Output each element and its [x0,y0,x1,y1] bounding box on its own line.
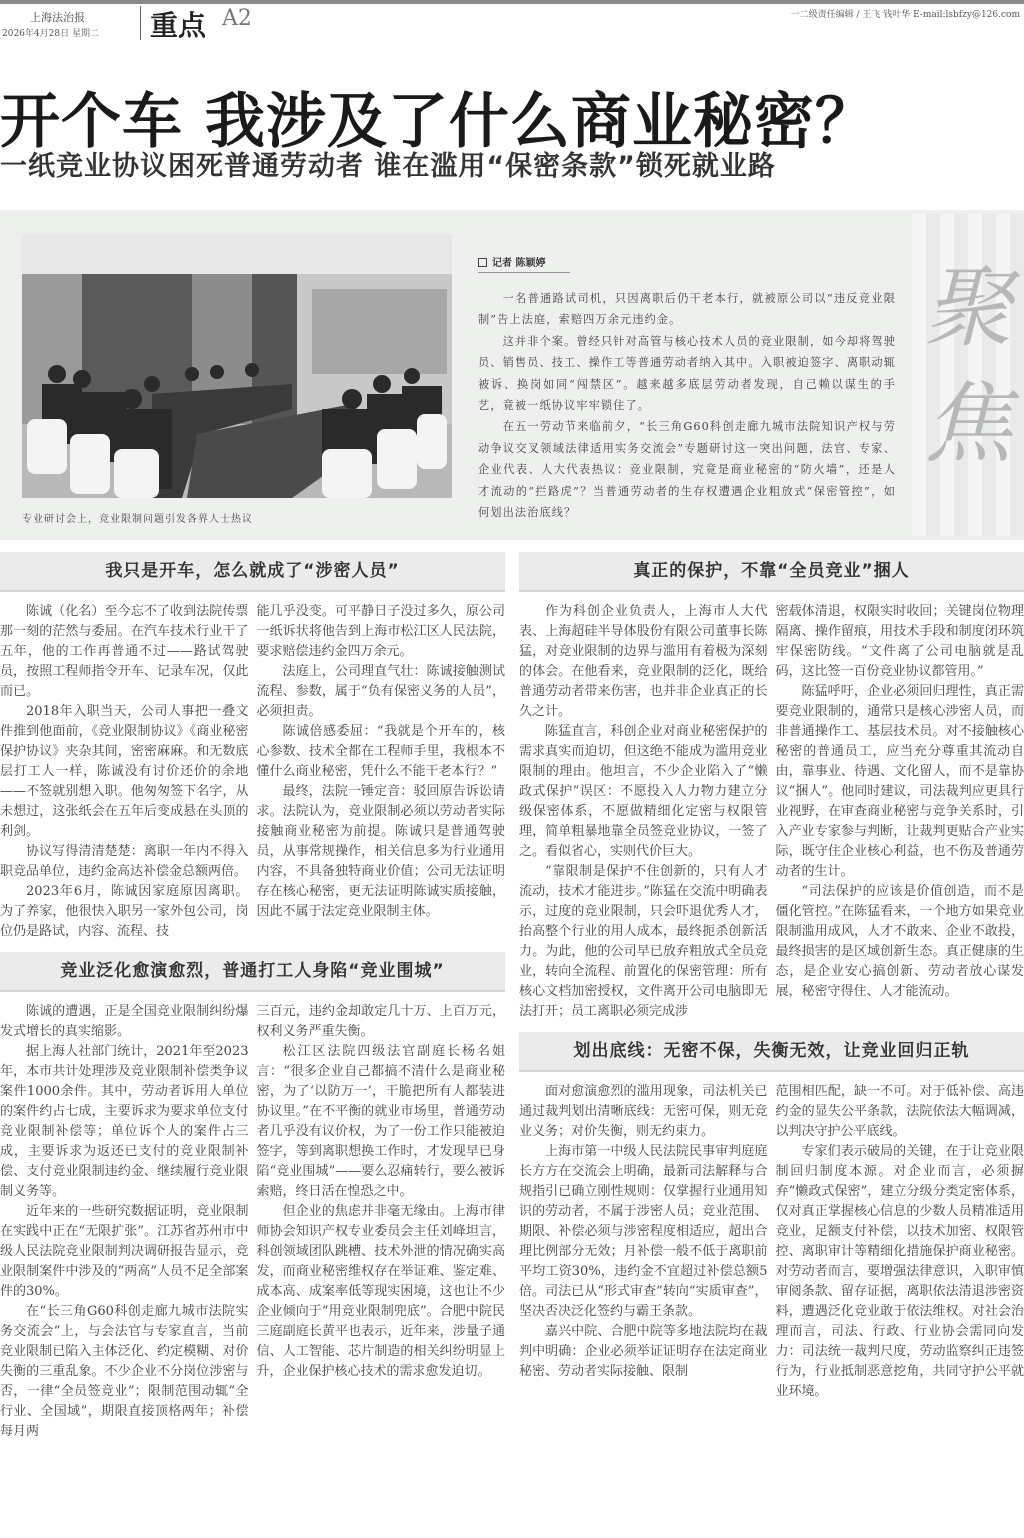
paragraph: 作为科创企业负责人，上海市人大代表、上海超硅半导体股份有限公司董事长陈猛，对竞业限制的边界与滥用有着极为深刻的体会。在他看来，竞业限制的泛化，既给普通劳动者带来伤害，也并非企业真正的长久之计。 [519,604,768,719]
paragraph: 密载体清退，权限实时收回；关键岗位物理隔离、操作留痕，用技术手段和制度闭环筑牢保密防线。“文件离了公司电脑就是乱码，这比签一百份竞业协议都管用。” [775,604,1024,679]
lead-text [478,288,896,523]
paragraph: 面对愈演愈烈的滥用现象，司法机关已通过裁判划出清晰底线：无密可保，则无竞业义务；对价失衡，则无约束力。 [519,1084,768,1139]
article-column [257,1002,506,1442]
paragraph: 专家们表示破局的关键，在于让竞业限制回归制度本源。对企业而言，必须摒弃“懒政式保密”，建立分级分类定密体系，仅对真正掌握核心信息的少数人员精准适用竞业，足额支付补偿，以技术加密、权限管控、离职审计等精细化措施保护商业秘密。对劳动者而言，要增强法律意识，入职审慎审阅条款、留存证据，离职依法清退涉密资料，遭遇泛化竞业敢于依法维权。对社会治理而言，司法、行政、行业协会需同向发力：司法统一裁判尺度，劳动监察纠正违签行为，行业抵制恶意挖角，共同守护公平就业环境。 [775,1144,1024,1399]
issue-date: 2026年4月28日 星期二 [2,29,99,39]
article-column [257,602,506,942]
articles-area [0,552,1024,1452]
article-column [776,602,1024,1022]
paragraph: 三百元，违约金却敢定几十万、上百万元，权利义务严重失衡。 [256,1004,505,1039]
article-column [519,1082,768,1402]
focus-calligraphy: 聚焦 [923,256,1012,475]
paragraph: 能几乎没变。可平静日子没过多久，原公司一纸诉状将他告到上海市松江区人民法院，要求赔偿违约金四万余元。 [256,604,505,659]
paragraph: 协议写得清清楚楚：离职一年内不得入职竞品单位，违约金高达补偿金总额两倍。 [0,844,249,879]
paragraph: 陈猛呼吁，企业必须回归理性，真正需要竞业限制的，通常只是核心涉密人员，而非普通操作工、基层技术员。对不接触核心秘密的普通员工，应当充分尊重其流动自由，靠事业、待遇、文化留人，而不是靠协议“捆人”。他同时建议，司法裁判应更具行业视野，在审查商业秘密与竞争关系时，引入产业专家参与判断，让裁判更贴合产业实际，既守住企业核心利益，也不伤及普通劳动者的生计。 [775,684,1024,879]
paragraph: 陈诚（化名）至今忘不了收到法院传票那一刻的茫然与委屈。在汽车技术行业干了五年，他的工作再普通不过——路试驾驶员，按照工程师指令开车、记录车况，仅此而已。 [0,604,249,699]
section-body [519,1082,1024,1402]
article-column [519,602,768,1022]
headline-subtitle: 一纸竞业协议困死普通劳动者 谁在滥用“保密条款”锁死就业路 [0,151,776,182]
page-number: A2 [222,6,252,31]
article-column [0,602,249,942]
byline-text: 记者 陈颖婷 [492,258,546,269]
section-body [0,1002,505,1442]
paragraph: 2018年入职当天，公司人事把一叠文件推到他面前，《竞业限制协议》《商业秘密保护协议》夹杂其间，密密麻麻。和无数底层打工人一样，陈诚没有讨价还价的余地——不签就别想入职。他匆匆签下名字，从未想过，这张纸会在五年后变成悬在头顶的利剑。 [0,704,249,839]
section-heading: 真正的保护，不靠“全员竞业”捆人 [519,552,1024,592]
paragraph: “靠限制是保护不住创新的，只有人才流动，技术才能进步。”陈猛在交流中明确表示，过度的竞业限制，只会吓退优秀人才，抬高整个行业的用人成本，最终扼杀创新活力。为此，他的公司早已放弃粗放式全员竞业，转向全流程、前置化的保密管理：所有核心文档加密授权，文件离开公司电脑即无法打开；员工离职必须完成涉 [519,864,768,1019]
lead-paragraph: 在五一劳动节来临前夕，“长三角G60科创走廊九城市法院知识产权与劳动争议交叉领域法律适用实务交流会”专题研讨这一突出问题，法官、专家、企业代表、人大代表热议：竞业限制，究竟是商业秘密的“防火墙”，还是人才流动的“拦路虎”？当普通劳动者的生存权遭遇企业粗放式“保密管控”，如何划出法治底线？ [478,420,896,520]
section-body [0,602,505,942]
header-divider [140,6,141,40]
newspaper-name: 上海法治报 [30,11,85,24]
paragraph: 松江区法院四级法官副庭长杨名姐言：“很多企业自己都搞不清什么是商业秘密，为了‘以防万一’，干脆把所有人都装进协议里。”在不平衡的就业市场里，普通劳动者几乎没有议价权，为了一份工作只能被迫签字，等到离职想换工作时，才发现早已身陷“竞业围城”——要么忍痛转行，要么被诉索赔，终日活在惶恐之中。 [256,1044,505,1199]
byline-box-icon [478,258,487,267]
left-half [0,552,505,1452]
right-half [519,552,1024,1452]
paragraph: 范围相匹配，缺一不可。对于低补偿、高违约金的显失公平条款，法院依法大幅调减，以判决守护公平底线。 [775,1084,1024,1139]
photo-caption: 专业研讨会上，竞业限制问题引发各界人士热议 [22,514,253,525]
conference-photo [22,234,452,498]
paragraph: 在“长三角G60科创走廊九城市法院实务交流会”上，与会法官与专家直言，当前竞业限制已陷入主体泛化、约定模糊、对价失衡的三重乱象。不少企业不分岗位涉密与否，一律“全员签竞业”；限制范围动辄“全行业、全国域”，期限直接顶格两年；补偿每月两 [0,1304,249,1439]
paragraph: 据上海人社部门统计，2021年至2023年，本市共计处理涉及竞业限制补偿类争议案件1000余件。其中，劳动者诉用人单位的案件约占七成，主要诉求为要求单位支付竞业限制补偿等；单位诉个人的案件占三成，主要诉求为返还已支付的竞业限制补偿、支付竞业限制违约金、继续履行竞业限制义务等。 [0,1044,249,1199]
paragraph: “司法保护的应该是价值创造，而不是僵化管控。”在陈猛看来，一个地方如果竞业限制滥用成风，人才不敢来、企业不敢投，最终损害的是区域创新生态。真正健康的生态，是企业安心搞创新、劳动者放心谋发展，秘密守得住、人才能流动。 [775,884,1024,999]
section-body [519,602,1024,1022]
article-column [776,1082,1024,1402]
lead-paragraph: 一名普通路试司机，只因离职后仍干老本行，就被原公司以“违反竞业限制”告上法庭，索赔四万余元违约金。 [478,292,896,327]
article-section [0,952,505,1442]
byline [478,254,570,273]
lead-paragraph: 这并非个案。曾经只针对高管与核心技术人员的竞业限制，如今却将驾驶员、销售员、技工、操作工等普通劳动者纳入其中。入职被迫签字、离职动辄被诉、换岗如同“闯禁区”。越来越多底层劳动者发现，自己赖以谋生的手艺，竟被一纸协议牢牢锁住了。 [478,334,896,413]
paragraph: 2023年6月，陈诚因家庭原因离职。为了养家，他很快入职另一家外包公司，岗位仍是路试，内容、流程、技 [0,884,249,939]
section-name: 重点 [150,9,207,42]
paragraph: 但企业的焦虑并非毫无缘由。上海市律师协会知识产权专业委员会主任刘峰坦言，科创领域团队跳槽、技术外泄的情况确实高发，而商业秘密维权存在举证难、鉴定难、成本高、成案率低等现实困境，这也让不少企业倾向于“用竞业限制兜底”。合肥中院民三庭副庭长黄平也表示，近年来，涉量子通信、人工智能、芯片制造的相关纠纷明显上升，企业保护核心技术的需求愈发迫切。 [256,1204,505,1379]
section-heading: 我只是开车，怎么就成了“涉密人员” [0,552,505,592]
headline-title: 开个车 我涉及了什么商业秘密？ [0,87,876,157]
paragraph: 陈猛直言，科创企业对商业秘密保护的需求真实而迫切，但这绝不能成为滥用竞业限制的理由。他坦言，不少企业陷入了“懒政式保护”误区：不愿投入人力物力建立分级保密体系，不愿做精细化定密与权限管理，简单粗暴地靠全员签竞业协议，一签了之。看似省心，实则代价巨大。 [519,724,768,859]
section-heading: 竞业泛化愈演愈烈，普通打工人身陷“竞业围城” [0,952,505,992]
paragraph: 最终，法院一锤定音：驳回原告诉讼请求。法院认为，竞业限制必须以劳动者实际接触商业秘密为前提。陈诚只是普通驾驶员，从事常规操作，相关信息多为行业通用内容，不具备独特商业价值；公司无法证明存在核心秘密，更无法证明陈诚实质接触，因此不属于法定竞业限制主体。 [256,784,505,919]
article-section [519,1032,1024,1402]
paragraph: 嘉兴中院、合肥中院等多地法院均在裁判中明确：企业必须举证证明存在法定商业秘密、劳动者实际接触、限制 [519,1324,768,1379]
article-column [0,1002,249,1442]
article-section [519,552,1024,1022]
editor-info: 一二级责任编辑 / 王飞 钱叶华 E-mail:lsbfzy@126.com [790,10,1020,20]
article-section [0,552,505,942]
paragraph: 近年来的一些研究数据证明，竞业限制在实践中正在“无限扩张”。江苏省苏州市中级人民法院竞业限制判决调研报告显示，竞业限制案件中涉及的“两高”人员不足全部案件的30%。 [0,1204,249,1299]
paragraph: 上海市第一中级人民法院民事审判庭庭长方方在交流会上明确，最新司法解释与合规指引已确立刚性规则：仅掌握行业通用知识的劳动者，不属于涉密人员；竞业范围、期限、补偿必须与涉密程度相适应，超出合理比例部分无效；月补偿一般不低于离职前平均工资30%，违约金不宜超过补偿总额5倍。司法已从“形式审查”转向“实质审查”，坚决否决泛化签约与霸王条款。 [519,1144,768,1319]
paragraph: 法庭上，公司理直气壮：陈诚接触测试流程、参数，属于“负有保密义务的人员”，必须担责。 [256,664,505,719]
paragraph: 陈诚倍感委屈：“我就是个开车的，核心参数、技术全都在工程师手里，我根本不懂什么商业秘密，凭什么不能干老本行？” [256,724,505,779]
paragraph: 陈诚的遭遇，正是全国竞业限制纠纷爆发式增长的真实缩影。 [0,1004,249,1039]
section-heading: 划出底线：无密不保，失衡无效，让竞业回归正轨 [519,1032,1024,1072]
